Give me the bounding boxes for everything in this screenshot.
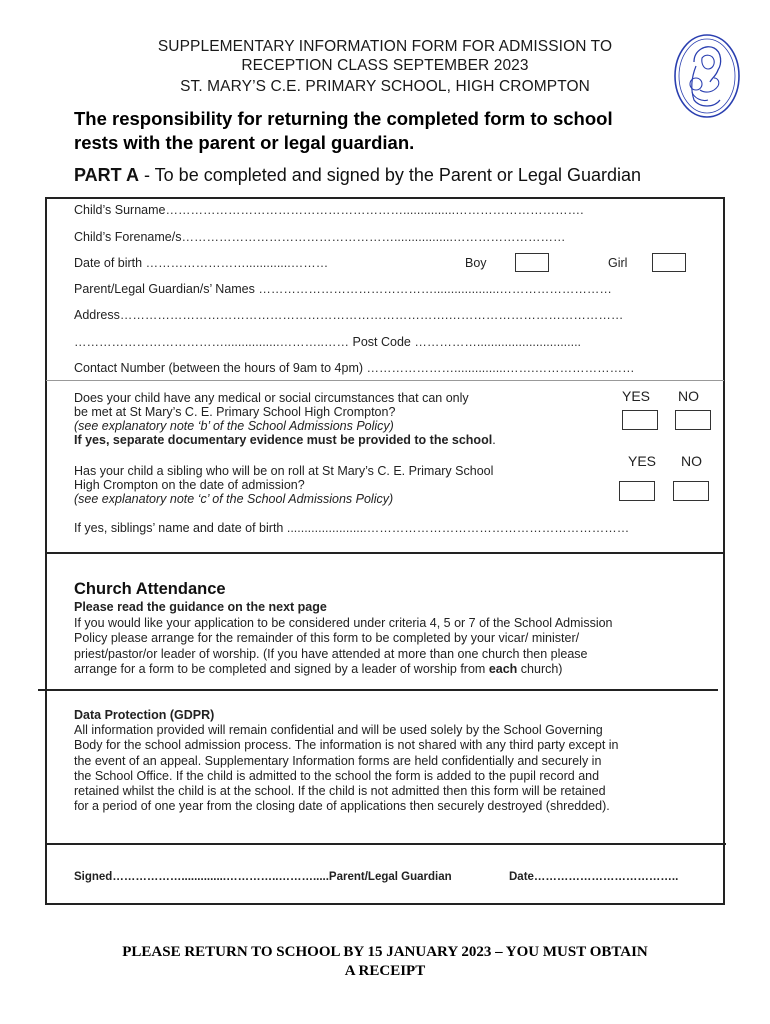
section-divider bbox=[46, 843, 726, 845]
sibling-question bbox=[74, 464, 704, 506]
dob-label: Date of birth bbox=[74, 256, 143, 270]
boy-checkbox[interactable] bbox=[515, 253, 549, 272]
signed-label: Signed………………..............…………..……….....Parent/Legal Guardian bbox=[74, 871, 452, 883]
dob-field[interactable] bbox=[74, 256, 328, 270]
medical-note: (see explanatory note ‘b’ of the School Admissions Policy) bbox=[74, 419, 394, 433]
divider bbox=[46, 380, 724, 381]
date-label: Date……………………………….. bbox=[509, 871, 679, 883]
sibling-no-checkbox[interactable] bbox=[673, 481, 709, 501]
sibling-question-line-2: High Crompton on the date of admission? bbox=[74, 478, 305, 492]
church-attendance-title: Church Attendance bbox=[74, 580, 226, 598]
address-field[interactable] bbox=[74, 308, 623, 322]
sibling-no-label: NO bbox=[681, 453, 702, 469]
church-attendance-text bbox=[74, 600, 704, 678]
church-guidance-note: Please read the guidance on the next page bbox=[74, 600, 327, 614]
address-label: Address bbox=[74, 308, 120, 322]
medical-yes-label: YES bbox=[622, 388, 651, 404]
gdpr-line: the School Office. If the child is admitted to the school the form is added to the pupil record and bbox=[74, 768, 600, 783]
gdpr-line: the event of an appeal. Supplementary Information forms are held confidentially and securely in bbox=[74, 753, 602, 768]
address-dots-2: ………………………………................………..…… bbox=[74, 335, 350, 349]
forename-dots: …………………………………………….................……………………… bbox=[181, 230, 566, 244]
sibling-question-line-1: Has your child a sibling who will be on roll at St Mary’s C. E. Primary School bbox=[74, 464, 494, 478]
medical-no-checkbox[interactable] bbox=[675, 410, 711, 430]
church-paragraph-line-3: priest/pastor/or leader of worship. (If you have attended at more than one church then please bbox=[74, 646, 588, 661]
medical-question bbox=[74, 391, 704, 447]
sibling-details-field[interactable] bbox=[74, 521, 629, 535]
church-paragraph-line-4a: arrange for a form to be completed and signed by a leader of worship from bbox=[74, 662, 489, 676]
part-a-text: - To be completed and signed by the Parent or Legal Guardian bbox=[139, 165, 641, 185]
church-paragraph-line-1: If you would like your application to be considered under criteria 4, 5 or 7 of the School Admission bbox=[74, 615, 613, 630]
church-paragraph-line-4c: church) bbox=[517, 662, 563, 676]
gdpr-line: Body for the school admission process. The information is not shared with any third party except in bbox=[74, 738, 619, 753]
return-instruction-line-2: A RECEIPT bbox=[344, 963, 426, 979]
surname-field[interactable] bbox=[74, 203, 584, 217]
girl-label: Girl bbox=[608, 256, 628, 270]
form-title-line-1: SUPPLEMENTARY INFORMATION FORM FOR ADMISSION TO bbox=[157, 38, 613, 55]
postcode-dots: …………….............................. bbox=[410, 335, 582, 349]
section-divider bbox=[38, 689, 718, 691]
return-instruction-line-1: PLEASE RETURN TO SCHOOL BY 15 JANUARY 2023 – YOU MUST OBTAIN bbox=[122, 944, 648, 960]
sibling-yes-label: YES bbox=[628, 453, 657, 469]
responsibility-line-1: The responsibility for returning the completed form to school bbox=[74, 108, 613, 129]
gdpr-line: for a period of one year from the closing date of applications then securely destroyed (shredded). bbox=[74, 799, 610, 814]
medical-no-label: NO bbox=[678, 388, 699, 404]
contact-number-field[interactable] bbox=[74, 361, 635, 375]
medical-question-line-1: Does your child have any medical or social circumstances that can only bbox=[74, 391, 469, 405]
address-dots: …………………………………………………………………….…………………………………… bbox=[119, 308, 624, 322]
surname-dots: …………………………………………………...............…………………………. bbox=[165, 203, 584, 217]
sibling-details-label: If yes, siblings’ name and date of birth bbox=[74, 521, 284, 535]
contact-number-label: Contact Number (between the hours of 9am to 4pm) bbox=[74, 361, 364, 375]
forename-field[interactable] bbox=[74, 230, 566, 244]
part-a-heading bbox=[74, 165, 641, 186]
church-paragraph-line-2: Policy please arrange for the remainder of this form to be completed by your vicar/ minister/ bbox=[74, 631, 580, 645]
guardian-names-field[interactable] bbox=[74, 282, 612, 296]
gdpr-title: Data Protection (GDPR) bbox=[74, 708, 215, 722]
boy-label: Boy bbox=[465, 256, 487, 270]
medical-evidence-note: If yes, separate documentary evidence must be provided to the school bbox=[74, 433, 493, 447]
gdpr-line: All information provided will remain confidential and will be used solely by the School Governing bbox=[74, 723, 603, 738]
forename-label: Child’s Forename/s bbox=[74, 230, 182, 244]
surname-label: Child’s Surname bbox=[74, 203, 166, 217]
church-paragraph-each: each bbox=[488, 662, 518, 676]
guardian-names-dots: ……………………………………...................……………………… bbox=[254, 282, 612, 296]
dob-dots: …………………….............……… bbox=[142, 256, 329, 270]
sibling-yes-checkbox[interactable] bbox=[619, 481, 655, 501]
gdpr-section bbox=[74, 708, 704, 814]
postcode-label: Post Code bbox=[352, 335, 411, 349]
madonna-and-child-icon bbox=[672, 32, 742, 120]
form-title-line-3: ST. MARY’S C.E. PRIMARY SCHOOL, HIGH CROMPTON bbox=[180, 78, 590, 95]
responsibility-line-2: rests with the parent or legal guardian. bbox=[74, 132, 415, 153]
medical-yes-checkbox[interactable] bbox=[622, 410, 658, 430]
sibling-details-dots: .......................……………………………………………………… bbox=[283, 521, 630, 535]
form-title-line-2: RECEPTION CLASS SEPTEMBER 2023 bbox=[241, 57, 529, 74]
section-divider bbox=[45, 552, 725, 554]
contact-number-dots: …………………...............…….…………………… bbox=[363, 361, 635, 375]
gdpr-line: retained whilst the child is at the school. If the child is not admitted then this form will be retained bbox=[74, 784, 606, 799]
sibling-note: (see explanatory note ‘c’ of the School Admissions Policy) bbox=[74, 492, 394, 506]
address-line-2-field[interactable] bbox=[74, 335, 581, 349]
medical-evidence-period: . bbox=[492, 433, 496, 447]
girl-checkbox[interactable] bbox=[652, 253, 686, 272]
date-field[interactable] bbox=[509, 871, 678, 883]
signature-field[interactable] bbox=[74, 871, 452, 883]
medical-question-line-2: be met at St Mary’s C. E. Primary School High Crompton? bbox=[74, 405, 396, 419]
guardian-names-label: Parent/Legal Guardian/s’ Names bbox=[74, 282, 255, 296]
part-a-label: PART A bbox=[74, 165, 139, 185]
